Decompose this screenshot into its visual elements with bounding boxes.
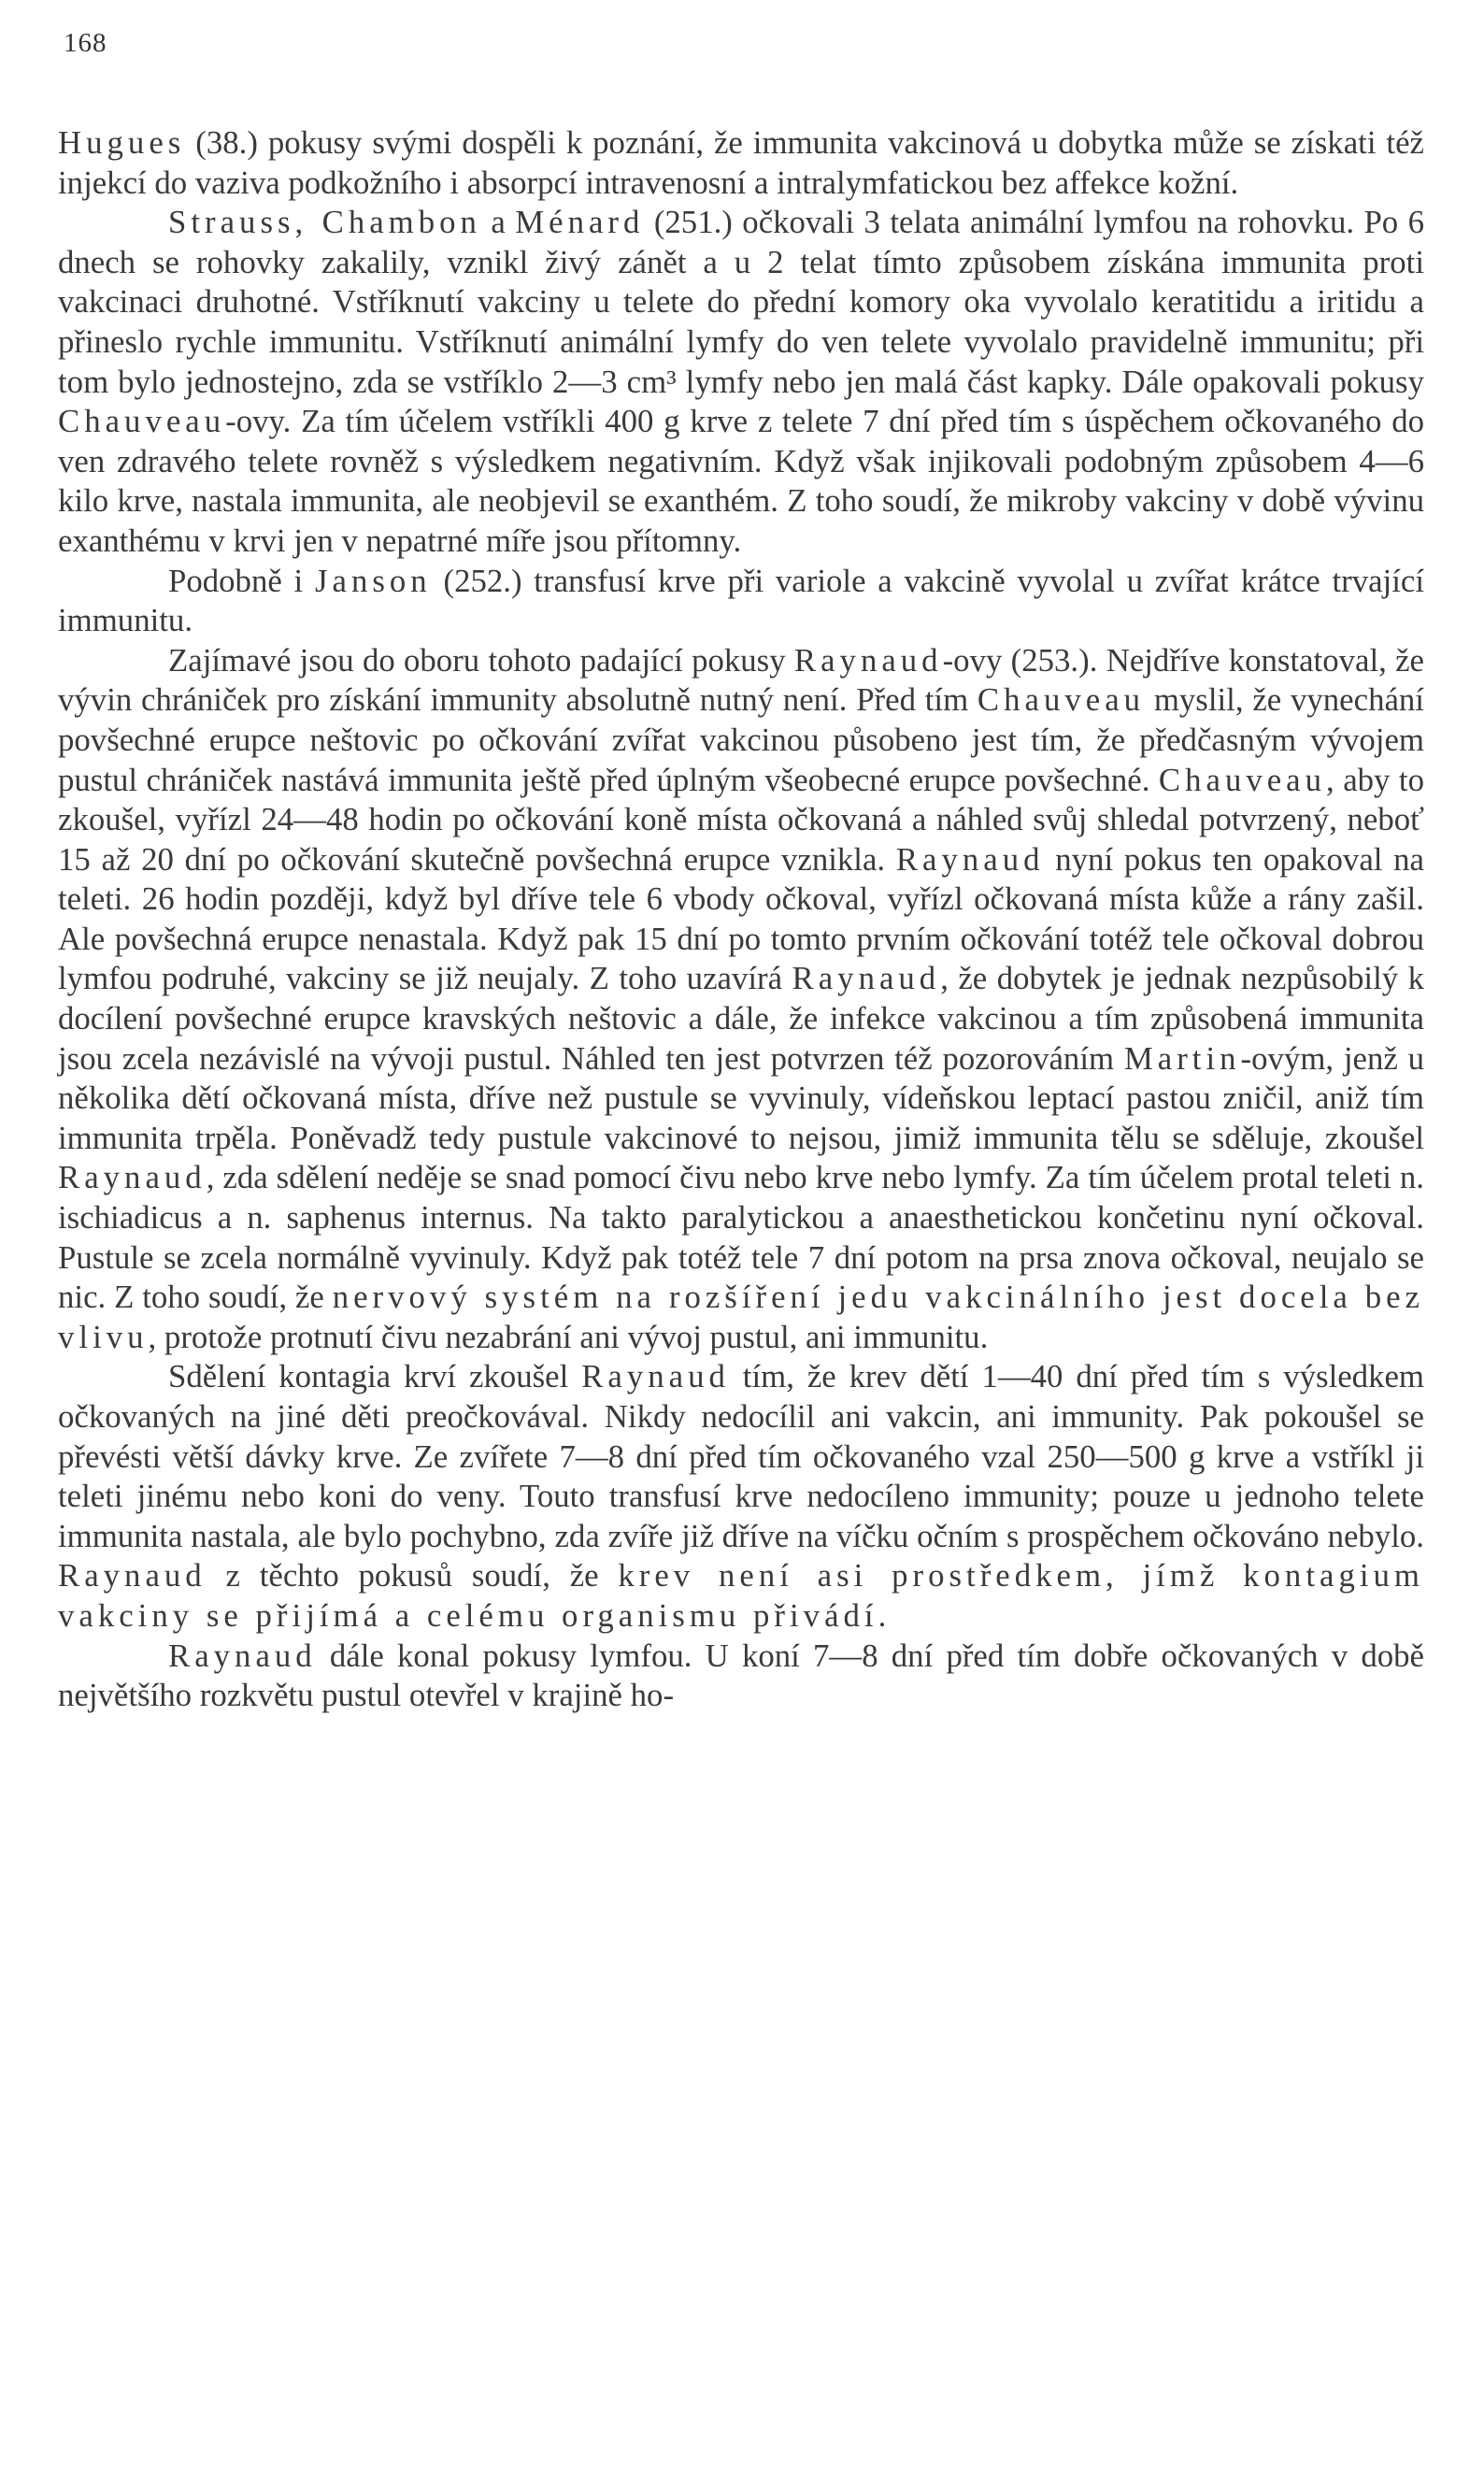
spaced-text: krev není asi prostředkem, jímž kontagium vakciny se přijímá a celému organismu přivádí xyxy=(58,1557,1424,1634)
spaced-text: Raynaud xyxy=(58,1159,207,1196)
spaced-text: Raynaud xyxy=(793,641,943,679)
paragraph xyxy=(58,641,1424,1358)
text-run: -ovy. Za tím účelem vstříkli 400 g krve z telete 7 dní před tím s úspěchem očkovaného do ven zdravého telete rovněž s výsledkem negativním. Když však injikovali podobným způsobem 4—6 kilo krve, nastala immunita, ale neobjevil se exanthém. Z toho soudí, že mikroby vakciny v době vývinu exanthému v krvi jen v nepatrné míře jsou přítomny. xyxy=(58,403,1424,559)
text-run: -ovy (253.). Nejdříve konstatoval, že vývin chrániček pro získání immunity absolutně nutný není. Před tím xyxy=(58,641,1424,719)
text-run: -ovým, jenž u několika dětí očkovaná místa, dříve než pustule se vyvinuly, vídeňskou leptací pastou zničil, aniž tím immunita trpěla. Poněvadž tedy pustule vakcinové to nejsou, jimiž immunita tělu se sděluje, zkoušel xyxy=(58,1039,1424,1156)
spaced-text: Chauveau xyxy=(1158,761,1327,798)
text-run: Sdělení kontagia krví zkoušel xyxy=(168,1358,582,1395)
text-run: (251.) očkovali 3 telata animální lymfou na rohovku. Po 6 dnech se rohovky zakalily, vznikl živý zánět a u 2 telat tímto způsobem získána immunita proti vakcinaci druhotné. Vstříknutí vakciny u telete do přední komory oka vyvolalo keratitidu a iritidu a přineslo rychle immunitu. Vstříknutí animální lymfy do ven telete vyvolalo pravidelně immunitu; při tom bylo jednostejno, zda se vstříklo 2—3 cm³ lymfy nebo jen malá část kapky. Dále opakovali pokusy xyxy=(58,204,1424,400)
spaced-text: Raynaud xyxy=(792,960,941,997)
paragraph xyxy=(58,562,1424,641)
paragraph xyxy=(58,123,1424,203)
text-run: z těchto pokusů soudí, že xyxy=(206,1557,619,1595)
text-run: , aby to zkoušel, vyřízl 24—48 hodin po očkování koně místa očkovaná a náhled svůj shledal potvrzený, neboť 15 až 20 dní po očkování skutečně povšechná erupce vznikla. xyxy=(58,761,1424,878)
spaced-text: Strauss, Chambon xyxy=(168,204,481,241)
spaced-text: Chauveau xyxy=(58,403,226,440)
text-run: (252.) transfusí krve při variole a vakcině vyvolal u zvířat krátce trvající immunitu. xyxy=(58,562,1424,639)
spaced-text: Ménard xyxy=(515,204,645,241)
spaced-text: Martin xyxy=(1123,1039,1241,1077)
spaced-text: Raynaud xyxy=(895,840,1045,878)
text-run: nyní pokus ten opakoval na teleti. 26 hodin později, když byl dříve tele 6 vbody očkoval, vyřízl očkovaná místa kůže a rány zašil. Ale povšechná erupce nenastala. Když pak 15 dní po tomto prvním očkování totéž tele očkoval dobrou lymfou podruhé, vakciny se již neujaly. Z toho uzavírá xyxy=(58,840,1424,997)
text-run: dále konal pokusy lymfou. U koní 7—8 dní před tím dobře očkovaných v době největšího rozkvětu pustul otevřel v krajině ho- xyxy=(58,1637,1424,1714)
spaced-text: Raynaud xyxy=(581,1358,730,1395)
spaced-text: nervový systém na rozšíření jedu vakcinálního jest docela bez vlivu xyxy=(58,1279,1424,1355)
text-run: , protože protnutí čivu nezabrání ani vývoj pustul, ani immunitu. xyxy=(148,1318,989,1355)
text-run: , zda sdělení neděje se snad pomocí čivu nebo krve nebo lymfy. Za tím účelem protal teleti n. ischiadicus a n. saphenus internus. Na takto paralytickou a anaesthetickou končetinu nyní očkoval. Pustule se zcela normálně vyvinuly. Když pak totéž tele 7 dní potom na prsa znova očkoval, neujalo se nic. Z toho soudí, že xyxy=(58,1159,1424,1316)
spaced-text: Raynaud xyxy=(58,1557,207,1595)
text-run: (38.) pokusy svými dospěli k poznání, že immunita vakcinová u dobytka může se získati též injekcí do vaziva podkožního i absorpcí intravenosní a intralymfatickou bez affekce kožní. xyxy=(58,124,1424,201)
page-number: 168 xyxy=(64,28,107,58)
text-run: Podobně i xyxy=(168,562,315,599)
text-run: , že dobytek je jednak nezpůsobilý k docílení povšechné erupce kravských neštovic a dále, že infekce vakcinou a tím způsobená immunita jsou zcela nezávislé na vývoji pustul. Náhled ten jest potvrzen též pozorováním xyxy=(58,960,1424,1077)
paragraph xyxy=(58,203,1424,561)
spaced-text: Janson xyxy=(314,562,432,599)
body-text xyxy=(58,123,1424,1716)
text-run: a xyxy=(480,204,516,241)
spaced-text: Raynaud xyxy=(168,1637,317,1674)
text-run: tím, že krev dětí 1—40 dní před tím s výsledkem očkovaných na jiné děti preočkovával. Nikdy nedocílil ani vakcin, ani immunity. Pak pokoušel se převésti větší dávky krve. Ze zvířete 7—8 dní před tím očkovaného vzal 250—500 g krve a vstříkl ji teleti jinému nebo koni do veny. Touto transfusí krve nedocíleno immunity; pouze u jednoho telete immunita nastala, ale bylo pochybno, zda zvíře již dříve na víčku očním s prospěchem očkováno nebylo. xyxy=(58,1358,1424,1554)
spaced-text: Hugues xyxy=(58,124,186,161)
text-run: . xyxy=(878,1596,887,1634)
paragraph xyxy=(58,1357,1424,1636)
text-run: myslil, že vynechání povšechné erupce neštovic po očkování zvířat vakcinou působeno jest tím, že předčasným vývojem pustul chrániček nastává immunita ještě před úplným všeobecné erupce povšechné. xyxy=(58,681,1424,798)
text-run: Zajímavé jsou do oboru tohoto padající pokusy xyxy=(168,641,794,679)
spaced-text: Chauveau xyxy=(977,681,1146,719)
paragraph xyxy=(58,1637,1424,1716)
